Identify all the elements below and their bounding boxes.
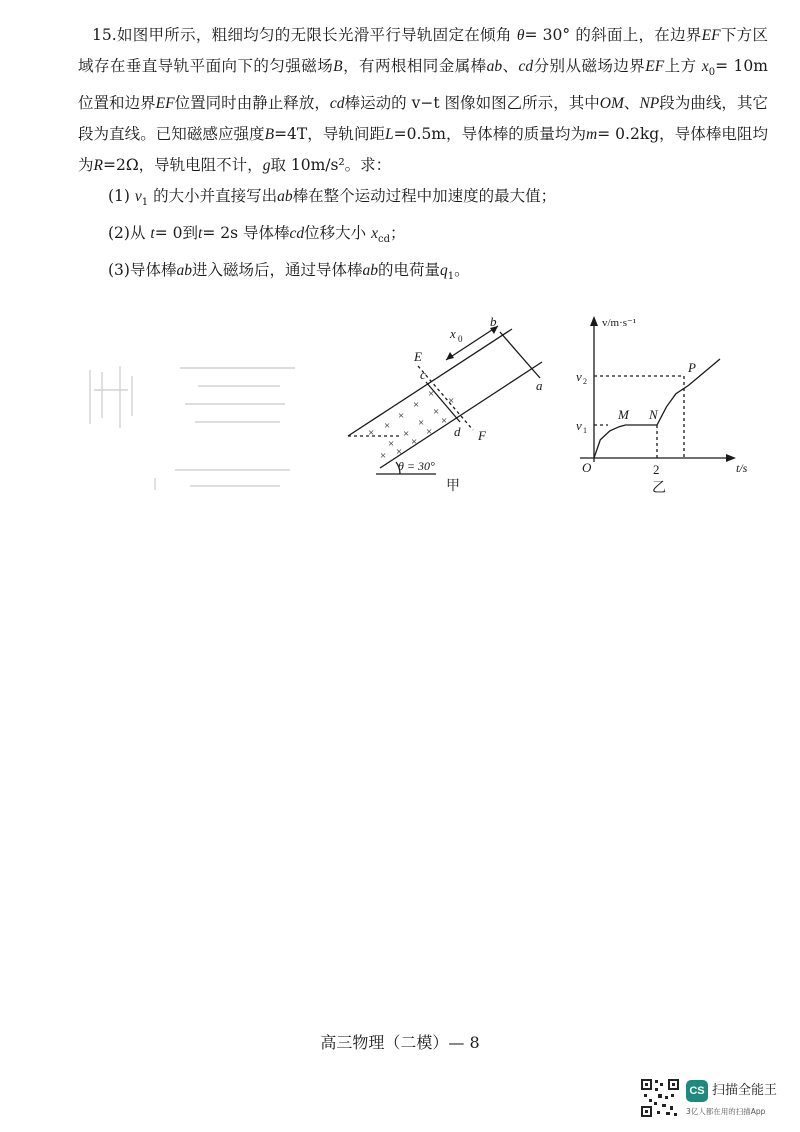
- y-axis-arrow: [590, 316, 598, 326]
- figure-a: [348, 326, 542, 474]
- var-q: q: [440, 262, 448, 280]
- var-cd: cd: [289, 225, 305, 243]
- camscanner-logo-icon: CS: [686, 1080, 708, 1102]
- problem-number: 15.: [92, 26, 117, 44]
- text: 取 10m/s²。求：: [270, 156, 392, 175]
- var-t: t: [198, 225, 203, 243]
- text: 下方区域存在垂直导轨平面向下的匀强磁场: [78, 26, 768, 75]
- var-t: t: [150, 225, 155, 243]
- var-r: R: [93, 157, 103, 175]
- rod-ab: [500, 332, 540, 378]
- sub: 1: [141, 197, 149, 209]
- text: ；: [389, 224, 406, 243]
- field-x: ×: [403, 428, 410, 440]
- x-axis-arrow: [726, 454, 736, 462]
- v1-label-sub: 1: [583, 426, 587, 435]
- camscanner-tagline: 3亿人都在用的扫描App: [686, 1107, 766, 1116]
- question-1: [78, 181, 768, 218]
- text: =0.5m，导体棒的质量均为: [393, 125, 586, 144]
- field-x: ×: [428, 388, 435, 400]
- text: = 0到: [154, 224, 198, 243]
- var-v: v: [134, 188, 142, 206]
- var-ef: EF: [155, 95, 175, 113]
- var-ab: ab: [176, 262, 192, 280]
- question-2: [78, 218, 768, 255]
- page-footer: 高三物理（二模）— 8: [320, 1033, 480, 1052]
- text: 进入磁场后，通过导体棒: [191, 261, 363, 280]
- rail-upper: [348, 329, 512, 436]
- var-ab: ab: [362, 262, 378, 280]
- text: 棒在整个运动过程中加速度的最大值；: [292, 187, 557, 206]
- var-np: NP: [639, 95, 660, 113]
- x-axis-label: t/s: [736, 461, 748, 475]
- smudge-marks: [90, 366, 295, 490]
- text: 如图甲所示，粗细均匀的无限长光滑平行导轨固定在倾角: [116, 26, 512, 44]
- text: (2)从: [108, 224, 146, 243]
- var-ab: ab: [486, 58, 503, 75]
- field-x: ×: [426, 426, 433, 438]
- rail-lower: [380, 362, 542, 468]
- label-x0-sub: 0: [458, 334, 463, 344]
- point-n: N: [649, 407, 658, 422]
- var-m: m: [586, 126, 598, 144]
- var-cd: cd: [329, 95, 345, 113]
- var-b: B: [264, 126, 275, 144]
- field-x: ×: [411, 436, 418, 448]
- figure-b: [580, 316, 736, 462]
- text: = 10m 位置和边界: [78, 57, 768, 113]
- scanner-watermark: [640, 1078, 790, 1122]
- label-theta: θ = 30°: [398, 459, 435, 473]
- caption-jia: 甲: [446, 479, 460, 494]
- problem-15: [78, 20, 768, 292]
- var-b: B: [333, 58, 343, 75]
- field-x: ×: [433, 406, 440, 418]
- text: 的电荷量: [377, 261, 440, 280]
- v1-label: v: [576, 418, 582, 433]
- sub: 0: [708, 67, 716, 79]
- text: 、: [623, 94, 640, 113]
- text: = 2s 导体棒: [202, 224, 290, 243]
- label-x0: x: [450, 326, 456, 341]
- v2-label-sub: 2: [583, 377, 587, 386]
- field-x: ×: [388, 438, 395, 450]
- figure-a-labels: [398, 314, 543, 494]
- text: 、: [502, 57, 519, 75]
- text: =4T，导轨间距: [274, 125, 386, 144]
- text: 上方: [664, 57, 697, 75]
- text: 位置同时由静止释放，: [174, 94, 330, 113]
- field-x: ×: [441, 415, 448, 427]
- label-b: b: [490, 314, 497, 329]
- text: ，有两根相同金属棒: [342, 57, 487, 75]
- label-f: F: [478, 428, 486, 443]
- var-x0: x: [701, 58, 709, 75]
- field-x: ×: [396, 446, 403, 458]
- origin-label: O: [582, 460, 592, 475]
- label-a: a: [536, 378, 543, 393]
- field-x: ×: [368, 427, 375, 439]
- field-x: ×: [413, 399, 420, 411]
- text: = 0.2kg，导体棒电阻均为: [78, 125, 768, 175]
- var-l: L: [385, 126, 394, 144]
- text: (3)导体棒: [108, 261, 177, 280]
- v2-label: v: [576, 369, 582, 384]
- field-x: ×: [448, 395, 455, 407]
- text: 分别从磁场边界: [533, 57, 646, 75]
- label-c: c: [420, 367, 426, 382]
- var-theta: θ: [516, 27, 525, 44]
- y-axis-label: v/m·s⁻¹: [602, 317, 637, 329]
- figures-svg: [80, 306, 770, 506]
- text: 棒运动的 v−t 图像如图乙所示，其中: [344, 94, 600, 113]
- point-m: M: [618, 407, 629, 422]
- var-ef: EF: [645, 58, 665, 75]
- var-ab: ab: [277, 188, 293, 206]
- text: =2Ω，导轨电阻不计，: [102, 156, 263, 175]
- text: 的大小并直接写出: [153, 187, 278, 206]
- figure-b-labels: [576, 317, 748, 496]
- field-x: ×: [384, 420, 391, 432]
- field-x: ×: [380, 450, 387, 462]
- var-x: x: [371, 225, 378, 243]
- var-cd: cd: [518, 58, 534, 75]
- sub: cd: [377, 234, 390, 246]
- text: 。: [454, 261, 470, 280]
- var-om: OM: [599, 95, 624, 113]
- field-x: ×: [418, 417, 425, 429]
- text: 段为曲线，其它段为直线。已知磁感应强度: [78, 94, 768, 144]
- tick-2: 2: [653, 462, 660, 477]
- field-x: ×: [398, 410, 405, 422]
- text: 位移大小: [304, 224, 367, 243]
- text: = 30°: [524, 26, 571, 44]
- camscanner-name: 扫描全能王: [712, 1083, 778, 1098]
- var-g: g: [262, 157, 271, 175]
- text: 的斜面上，在边界: [575, 26, 702, 44]
- point-p: P: [688, 360, 696, 375]
- qr-code-icon: [640, 1078, 680, 1118]
- sub: 1: [447, 271, 455, 283]
- question-3: [78, 255, 768, 292]
- text: (1): [108, 187, 130, 206]
- caption-yi: 乙: [652, 481, 666, 496]
- label-d: d: [454, 424, 461, 439]
- problem-statement: [78, 20, 768, 181]
- label-e: E: [414, 349, 422, 364]
- figures: [80, 306, 770, 506]
- var-ef: EF: [701, 27, 721, 44]
